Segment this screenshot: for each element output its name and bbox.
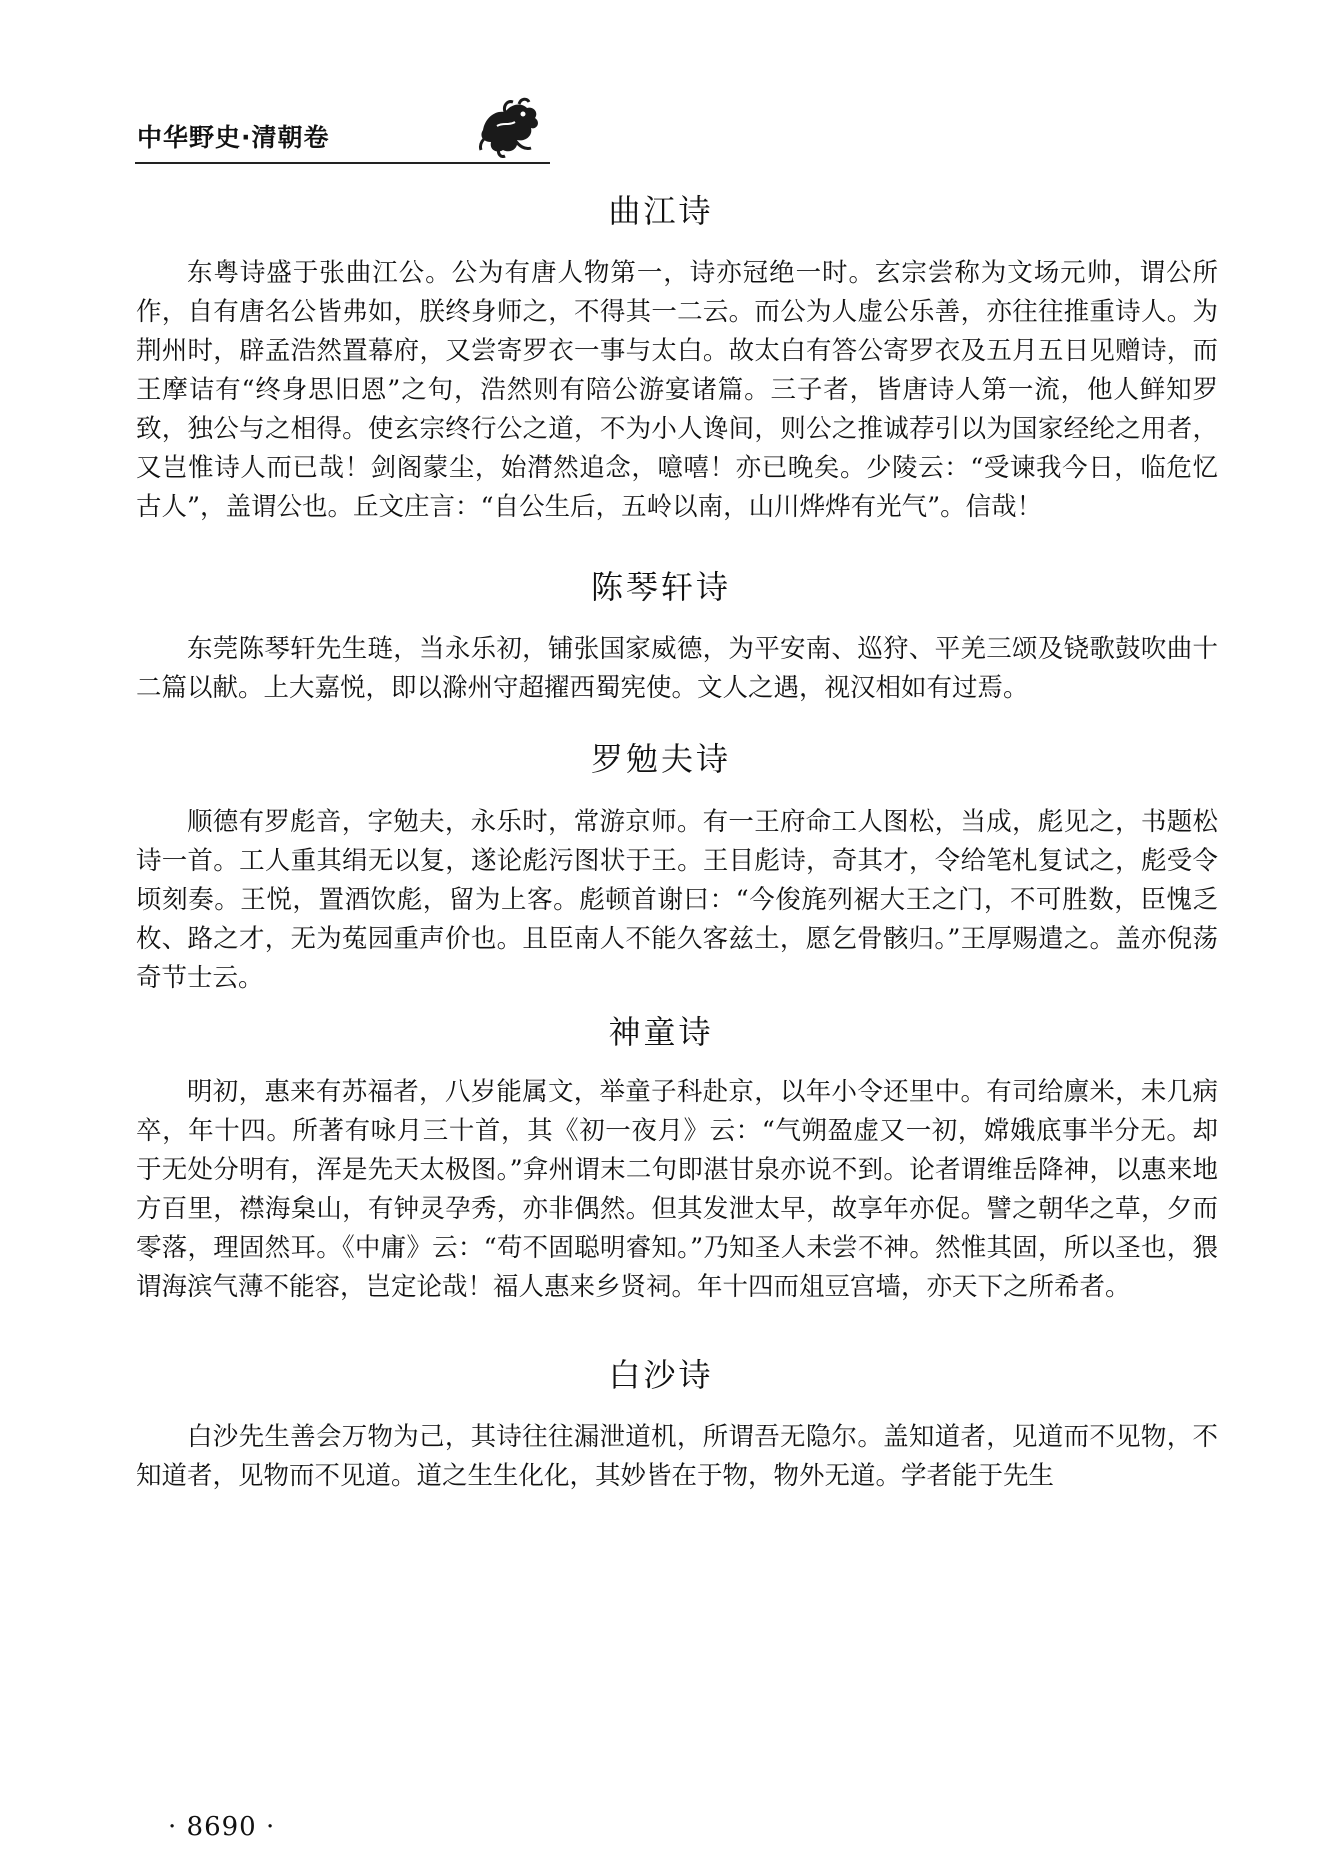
header-rule <box>135 162 550 164</box>
section-title-baisha: 白沙诗 <box>608 1356 714 1394</box>
section-title-luomianfu: 罗勉夫诗 <box>590 740 731 778</box>
paragraph-qujiang: 东粤诗盛于张曲江公。公为有唐人物第一，诗亦冠绝一时。玄宗尝称为文场元帅，谓公所作，自有唐名公皆弗如，朕终身师之，不得其一二云。而公为人虚公乐善，亦往往推重诗人。为荆州时，辟孟浩然置幕府，又尝寄罗衣一事与太白。故太白有答公寄罗衣及五月五日见赠诗，而王摩诘有“终身思旧恩”之句，浩然则有陪公游宴诸篇。三子者，皆唐诗人第一流，他人鲜知罗致，独公与之相得。使玄宗终行公之道，不为小人谗间，则公之推诚荐引以为国家经纶之用者，又岂惟诗人而已哉！剑阁蒙尘，始潸然追念，噫嘻！亦已晚矣。少陵云：“受谏我今日，临危忆古人”，盖谓公也。丘文庄言：“自公生后，五岭以南，山川烨烨有光气”。信哉！ <box>136 258 1218 522</box>
paragraph-baisha: 白沙先生善会万物为己，其诗往往漏泄道机，所谓吾无隐尔。盖知道者，见道而不见物，不知道者，见物而不见道。道之生生化化，其妙皆在于物，物外无道。学者能于先生 <box>136 1422 1218 1491</box>
paragraph-shentong: 明初，惠来有苏福者，八岁能属文，举童子科赴京，以年小令还里中。有司给廪米，未几病卒，年十四。所著有咏月三十首，其《初一夜月》云：“气朔盈虚又一初，嫦娥底事半分无。却于无处分明有，浑是先天太极图。”弇州谓末二句即湛甘泉亦说不到。论者谓维岳降神，以惠来地方百里，襟海枲山，有钟灵孕秀，亦非偶然。但其发泄太早，故享年亦促。譬之朝华之草，夕而零落，理固然耳。《中庸》云：“苟不固聪明睿知。”乃知圣人未尝不神。然惟其固，所以圣也，猥谓海滨气薄不能容，岂定论哉！福人惠来乡贤祠。年十四而俎豆宫墙，亦天下之所希者。 <box>136 1077 1218 1302</box>
paragraph-luomianfu: 顺德有罗彪音，字勉夫，永乐时，常游京师。有一王府命工人图松，当成，彪见之，书题松诗一首。工人重其绢无以复，遂论彪污图状于王。王目彪诗，奇其才，令给笔札复试之，彪受令顷刻奏。王悦，置酒饮彪，留为上客。彪顿首谢曰：“今俊旄列裾大王之门，不可胜数，臣愧乏枚、路之才，无为菟园重声价也。且臣南人不能久客兹土，愿乞骨骸归。”王厚赐遣之。盖亦倪荡奇节士云。 <box>136 807 1218 993</box>
running-header <box>135 96 555 166</box>
dragon-emblem-icon <box>475 96 543 158</box>
book-title: 中华野史·清朝卷 <box>137 123 330 152</box>
section-title-chenqinxuan: 陈琴轩诗 <box>590 568 731 606</box>
section-title-qujiang: 曲江诗 <box>608 192 714 230</box>
section-title-shentong: 神童诗 <box>608 1013 714 1051</box>
paragraph-chenqinxuan: 东莞陈琴轩先生琏，当永乐初，铺张国家威德，为平安南、巡狩、平羌三颂及铙歌鼓吹曲十二篇以献。上大嘉悦，即以滁州守超擢西蜀宪使。文人之遇，视汉相如有过焉。 <box>136 634 1218 703</box>
page-number: · 8690 · <box>168 1812 276 1842</box>
